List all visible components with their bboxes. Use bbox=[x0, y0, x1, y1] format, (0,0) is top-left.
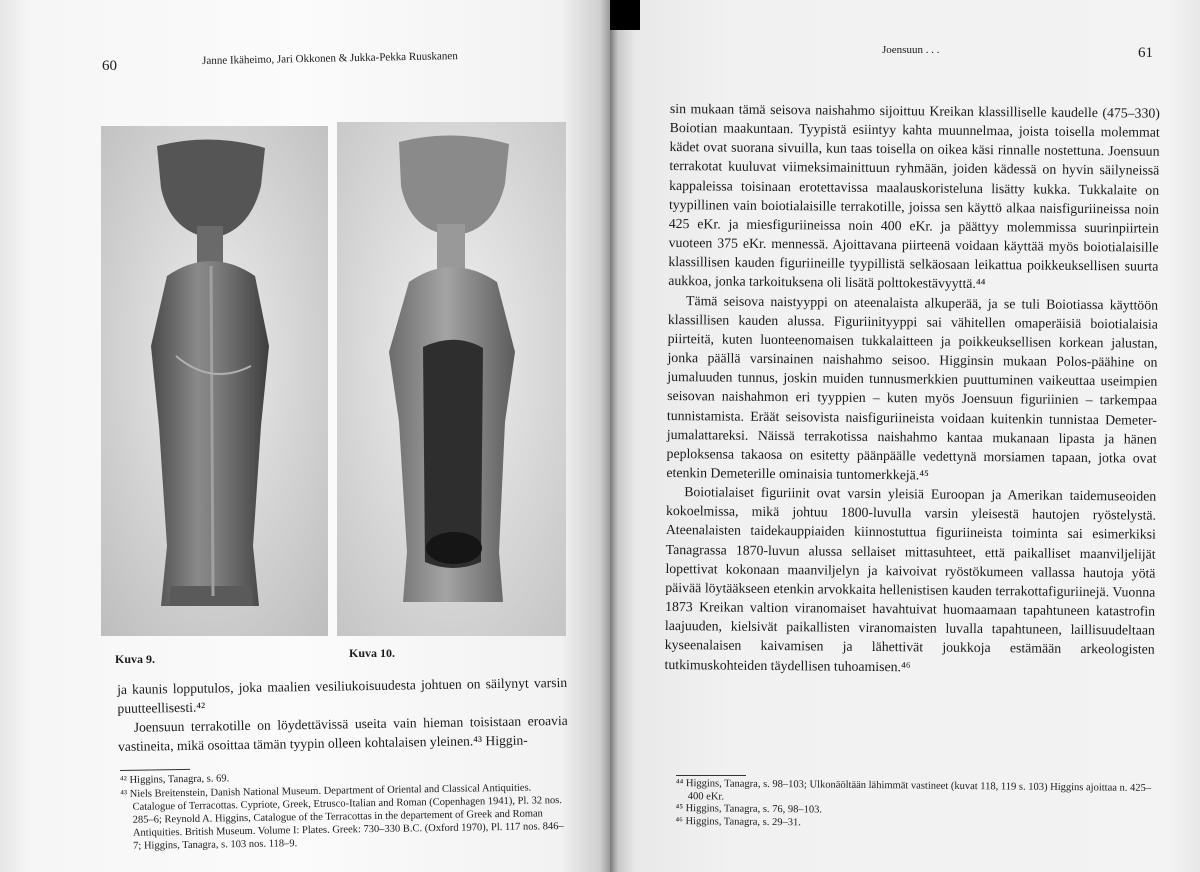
right-footnotes bbox=[675, 778, 1156, 833]
figure-photo-back bbox=[337, 122, 566, 636]
figure-caption-1: Kuva 9. bbox=[115, 652, 156, 666]
running-head-title: Joensuun . . . bbox=[882, 44, 940, 56]
figure-photo-front bbox=[101, 126, 328, 636]
paragraph: Tämä seisova naistyyppi on ateenalaista alkuperää, ja se tuli Boiotiassa käyttöön klassillisen kauden alussa. Figuriinityyppi sai vähitellen omaperäisiä boiotialaisia piirteitä, kuten luonteenomaisen tukkalaitteen ja poikkeuksellisen korkean jalustan, jonka päällä varsinainen naishahmo seisoo. Higginsin mukaan Polos-päähine on jumaluuden tunnus, joskin muiden tunnusmerkkien puuttuminen vaikeuttaa useimpien seisovan naishahmon eri tyyppien – kuten myös Joensuun figuriinien – tarkempaa tunnistamista. Eräät seisovista naisfiguriineista voidaan kuitenkin tunnistaa Demeter-jumalattareksi. Näissä terrakotissa naishahmo kantaa mukanaan lipasta ja hänen peploksensa takaosa on esitetty päänpäälle vedettynä morsiamen tapaan, jotka ovat etenkin Demeterille ominaisia tuntomerkkejä.⁴⁵ bbox=[666, 292, 1159, 483]
footnote: ⁴² Higgins, Tanagra, s. 69. bbox=[120, 773, 230, 786]
paragraph: sin mukaan tämä seisova naishahmo sijoittuu Kreikan klassilliselle kaudelle (475–330) Boiotian maakuntaan. Tyypistä esiintyy kahta muunnelmaa, joista toisella molemmat kädet ovat suorana sivuilla, kun taas toisella on oikea käsi rinnalle nostettuna. Joensuun terrakotat kuuluvat viimeksimainittuun ryhmään, joiden kädessä on hyvin säilyneissä kappaleissa toisinaan erotettavissa maalauskoristeluna lisätty kukka. Tukkalaite on tyypillinen vain boiotialaisille terrakotille, joissa sen käyttö alkaa naisfiguriineissa noin 425 eKr. ja miesfiguriineissa noin 400 eKr. ja päättyy molemmissa suurinpiirtein vuoteen 375 eKr. mennessä. Ajoittavana piirteenä voidaan käyttää myös boiotialaisille klassillisen kauden figuriineille tyypillistä selkäosaan leikattua poikkeuksellisen suurta aukkoa, jonka tarkoituksena oli lisätä polttokestävyyttä.⁴⁴ bbox=[668, 100, 1160, 292]
page-number-left: 60 bbox=[102, 58, 117, 74]
footnote: ⁴⁵ Higgins, Tanagra, s. 76, 98–103. bbox=[675, 803, 823, 816]
paragraph: Boiotialaiset figuriinit ovat varsin yleisiä Euroopan ja Amerikan taidemuseoiden kokoelmissa, mikä johtuu 1800-luvulla varsin yleisestä hautojen ryöstelystä. Ateenalaisten taidekauppiaiden kiinnostuttua figuriineista toiminta sai esimerkiksi Tanagrassa 1870-luvun alussa sellaiset mittasuhteet, että paikalliset maanviljelijät lopettivat kokonaan maanviljelyn ja kaivoivat ryöstökumeen vallassa hautoja yötä päivää löytääkseen etenkin arvokkaita hellenistisen kauden terrakottafiguriinejä. Vuonna 1873 Kreikan valtion viranomaiset havahtuivat huomaamaan tapahtuneen katastrofin laajuuden, kielsivät paikallisten viranomaisten luvalla tapahtuneen, laillisuudeltaan kyseenalaisen kaivamisen ja lähettivät joukkoja estämään arkeologisten tutkimuskohteiden täydellisen tuhoamisen.⁴⁶ bbox=[664, 484, 1157, 674]
footnote-rule bbox=[676, 775, 746, 776]
right-page bbox=[610, 0, 1200, 872]
figure-caption-2: Kuva 10. bbox=[349, 646, 396, 660]
paragraph: ja kaunis lopputulos, joka maalien vesiliukoisuudesta johtuen on säilynyt varsin puutteellisesti.⁴² bbox=[117, 674, 568, 716]
page-number-right: 61 bbox=[1138, 45, 1153, 61]
running-head-authors: Janne Ikäheimo, Jari Okkonen & Jukka-Pekka Ruuskanen bbox=[202, 50, 458, 67]
paragraph: Joensuun terrakotille on löydettävissä useita vain hieman toisistaan eroavia vastineita, mikä osoittaa tämän tyypin olleen kohtalaisen yleinen.⁴³ Higgin- bbox=[117, 712, 568, 754]
left-footnotes bbox=[120, 767, 571, 854]
footnote: ⁴⁶ Higgins, Tanagra, s. 29–31. bbox=[675, 815, 801, 829]
left-body-text bbox=[117, 673, 568, 756]
footnote-rule bbox=[120, 769, 190, 771]
footnote: ⁴³ Niels Breitenstein, Danish National Museum. Department of Oriental and Classical Antiquities. Catalogue of Terracottas. Cypriote, Greek, Etrusco-Italian and Roman (Copenhagen 1941), Pl. 32 nos. 285–6; Reynold A. Higgins, Catalogue of the Terracottas in the departement of Greek and Roman Antiquities. British Museum. Volume I: Plates. Greek: 730–330 B.C. (Oxford 1970), Pl. 117 nos. 846–7; Higgins, Tanagra, s. 103 nos. 118–9. bbox=[120, 782, 564, 852]
footnote: ⁴⁴ Higgins, Tanagra, s. 98–103; Ulkonäöltään lähimmät vastineet (kuvat 118, 119 s. 103) Higgins ajoittaa n. 425–400 eKr. bbox=[675, 778, 1152, 803]
right-body-text bbox=[664, 99, 1159, 678]
